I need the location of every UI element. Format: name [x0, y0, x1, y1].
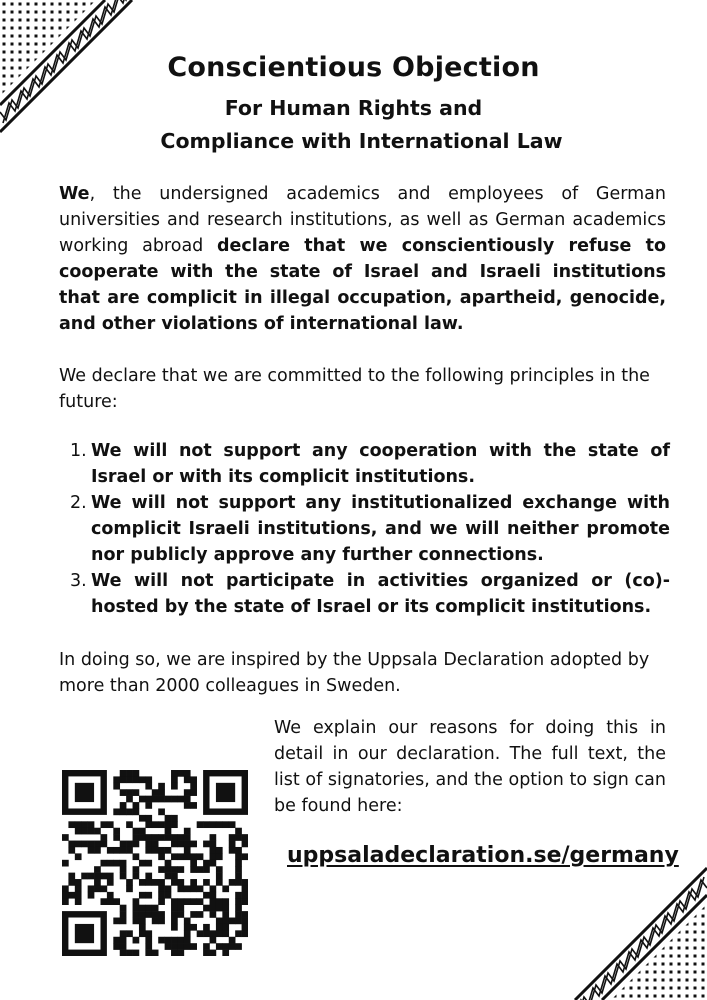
list-item-text: We will not support any institutionalized exchange with complicit Israeli institutions, and we will neither promote nor publicly approve any further connections. — [91, 493, 670, 565]
inspiration-paragraph: In doing so, we are inspired by the Uppsala Declaration adopted by more than 2000 colleagues in Sweden. — [59, 650, 650, 696]
list-item — [70, 438, 670, 490]
list-item-text: We will not participate in activities organized or (co)-hosted by the state of Israel or its complicit institutions. — [91, 571, 670, 617]
list-item-number: 1. — [70, 441, 87, 461]
list-item-number: 3. — [70, 571, 87, 591]
declaration-bold-text: declare that we conscientiously refuse to cooperate with the state of Israel and Israeli institutions that are complicit in illegal occupation, apartheid, genocide, and other violations of international law. — [59, 236, 666, 334]
declaration-link[interactable]: uppsaladeclaration.se/germany — [287, 843, 679, 868]
declaration-lead: We — [59, 184, 90, 204]
page-title: Conscientious Objection — [167, 52, 540, 83]
list-item-number: 2. — [70, 493, 87, 513]
declaration-normal-text: , the undersigned academics and employees of German universities and research institutions, as well as German academics working abroad — [59, 184, 666, 256]
subtitle-line-2: Compliance with International Law — [160, 129, 563, 153]
explanation-paragraph: We explain our reasons for doing this in detail in our declaration. The full text, the list of signatories, and the option to sign can be found here: — [274, 718, 666, 816]
declaration-paragraph — [59, 181, 666, 337]
qr-code-icon[interactable] — [62, 770, 248, 956]
list-item — [70, 490, 670, 568]
list-item — [70, 568, 670, 620]
subtitle-line-1: For Human Rights and — [224, 96, 483, 120]
list-item-text: We will not support any cooperation with the state of Israel or with its complicit institutions. — [91, 441, 670, 487]
principles-list — [70, 438, 670, 620]
principles-intro: We declare that we are committed to the following principles in the future: — [59, 366, 650, 412]
